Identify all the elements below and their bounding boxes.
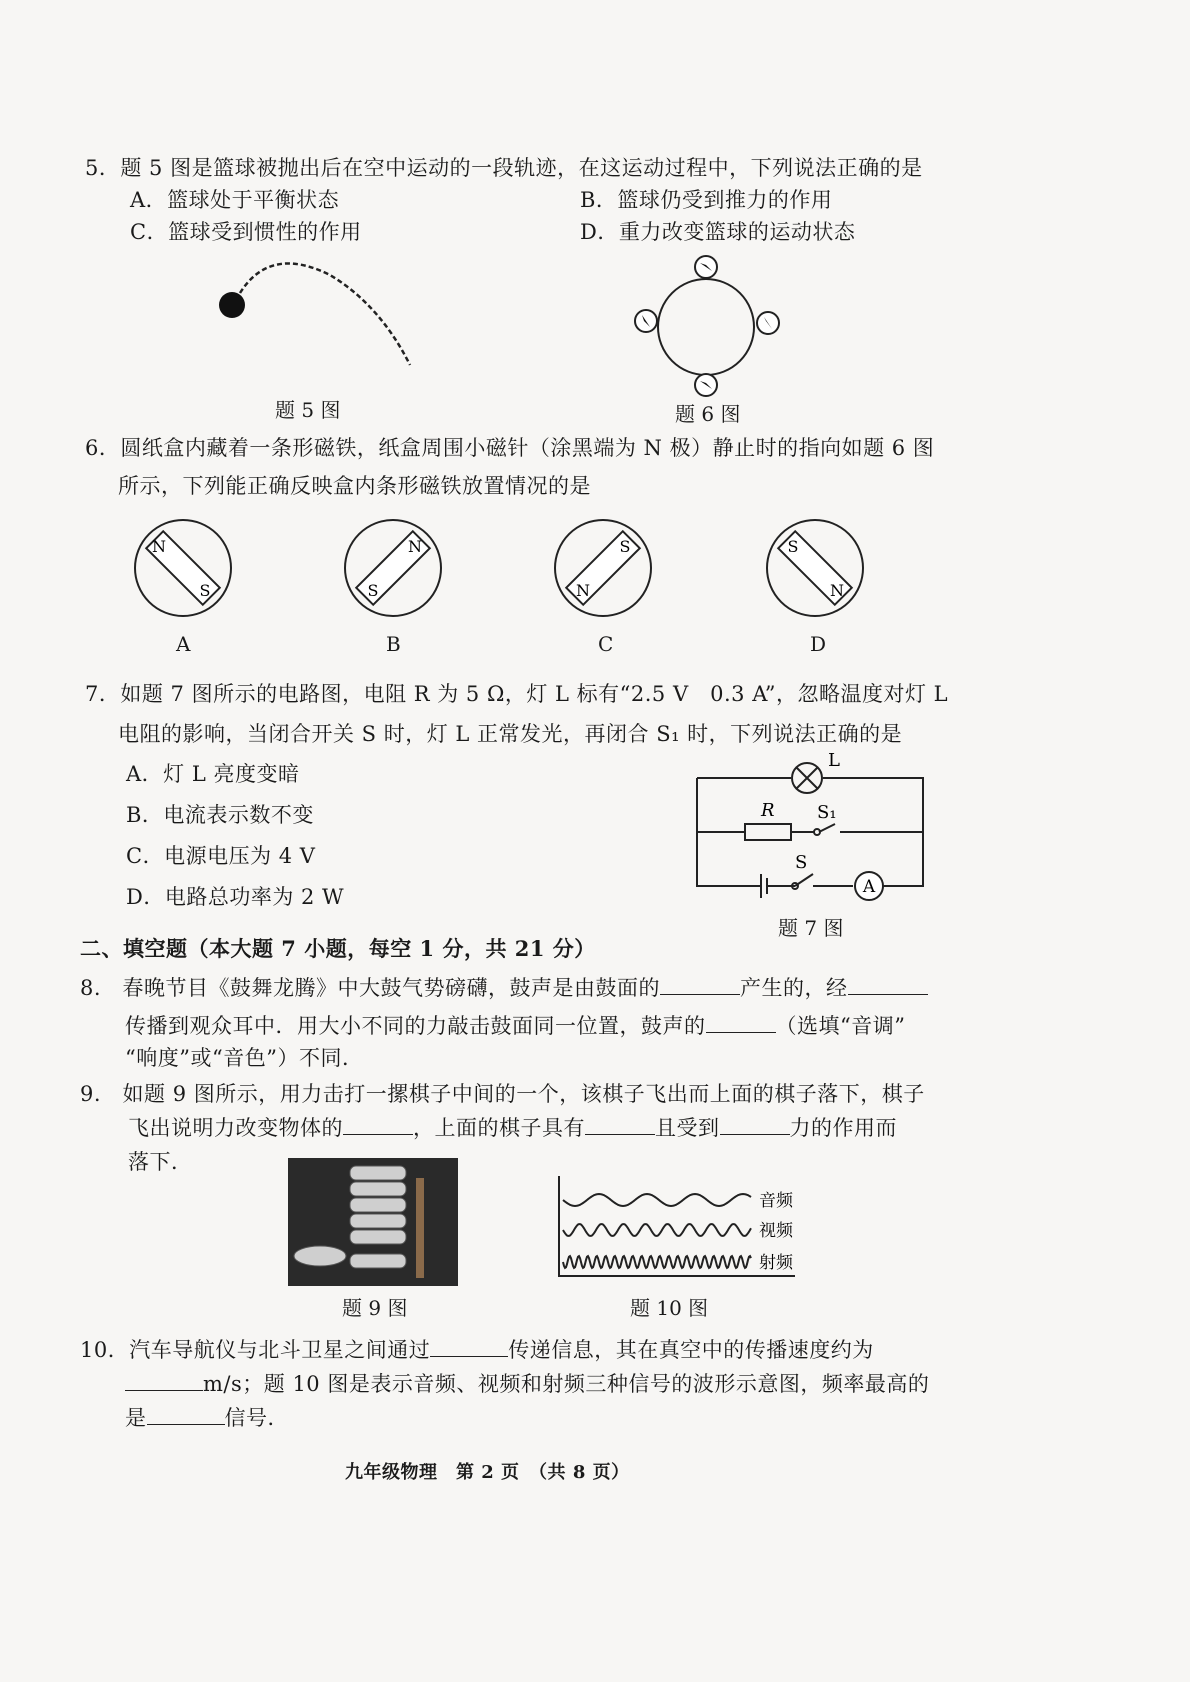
q8-line1	[80, 972, 928, 1002]
q5-option-a: A．篮球处于平衡状态	[130, 188, 340, 212]
magnet-choice-c[interactable]	[553, 518, 657, 622]
lamp-label: L	[828, 750, 840, 771]
q8-text: 8. 春晚节目《鼓舞龙腾》中大鼓气势磅礴，鼓声是由鼓面的	[80, 976, 661, 1000]
basketball-trajectory-figure	[210, 255, 430, 375]
answer-blank[interactable]	[585, 1116, 655, 1135]
q6-stem-line1: 6．圆纸盒内藏着一条形磁铁，纸盒周围小磁针（涂黑端为 N 极）静止时的指向如题 6 图	[85, 436, 935, 460]
answer-blank[interactable]	[125, 1372, 203, 1391]
fig7-caption: 题 7 图	[778, 916, 844, 940]
wave-label-radio: 射频	[759, 1253, 793, 1273]
q10-line1	[80, 1334, 874, 1364]
fig6-caption: 题 6 图	[675, 402, 741, 426]
magnet-choice-a[interactable]	[133, 518, 237, 622]
answer-blank[interactable]	[430, 1338, 508, 1357]
q9-line2	[128, 1112, 897, 1142]
q6-stem-line2: 所示，下列能正确反映盒内条形磁铁放置情况的是	[118, 474, 591, 498]
q5-option-c: C．篮球受到惯性的作用	[130, 220, 362, 244]
q10-line2	[125, 1368, 929, 1398]
q7-stem-line1: 7．如题 7 图所示的电路图，电阻 R 为 5 Ω，灯 L 标有“2.5 V 0.3 A”，忽略温度对灯 L	[85, 682, 949, 706]
basketball	[219, 292, 245, 318]
choice-label-d: D	[810, 632, 827, 656]
q7-option-c: C．电源电压为 4 V	[126, 844, 316, 868]
answer-blank[interactable]	[660, 976, 740, 995]
q10-text: m/s；题 10 图是表示音频、视频和射频三种信号的波形示意图，频率最高的	[203, 1372, 930, 1396]
video-wave	[563, 1224, 751, 1236]
q10-text: 10．汽车导航仪与北斗卫星之间通过	[80, 1338, 431, 1362]
q8-text: 产生的，经	[740, 976, 848, 1000]
q9-text: ，上面的棋子具有	[413, 1116, 585, 1140]
radio-wave	[563, 1256, 751, 1268]
q7-option-a: A．灯 L 亮度变暗	[126, 762, 300, 786]
section2-heading: 二、填空题（本大题 7 小题，每空 1 分，共 21 分）	[80, 936, 596, 961]
circuit-diagram	[695, 750, 935, 897]
answer-blank[interactable]	[720, 1116, 790, 1135]
fig5-caption: 题 5 图	[275, 398, 341, 422]
wave-label-video: 视频	[759, 1221, 793, 1241]
q5-stem: 5．题 5 图是篮球被抛出后在空中运动的一段轨迹，在这运动过程中，下列说法正确的是	[85, 156, 923, 180]
q10-text: 是	[125, 1406, 147, 1430]
q8-text: （选填“音调”	[775, 1014, 906, 1038]
q9-text: 力的作用而	[789, 1116, 897, 1140]
q9-text: 且受到	[655, 1116, 720, 1140]
answer-blank[interactable]	[848, 976, 928, 995]
magnet-pole-n: N	[830, 581, 844, 600]
q8-text: 传播到观众耳中．用大小不同的力敲击鼓面同一位置，鼓声的	[125, 1014, 706, 1038]
q5-option-b: B．篮球仍受到推力的作用	[580, 188, 833, 212]
choice-label-b: B	[386, 632, 401, 656]
magnet-pole-s: S	[199, 581, 211, 600]
choice-label-c: C	[598, 632, 614, 656]
fig9-caption: 题 9 图	[342, 1296, 408, 1320]
chess-pieces-photo	[288, 1158, 458, 1286]
resistor-label: R	[761, 800, 775, 821]
waveform-figure	[555, 1176, 805, 1280]
q10-text: 信号．	[224, 1406, 289, 1430]
magnet-pole-s: S	[367, 581, 379, 600]
magnet-pole-s: S	[787, 537, 799, 556]
q9-text: 飞出说明力改变物体的	[128, 1116, 343, 1140]
answer-blank[interactable]	[343, 1116, 413, 1135]
trajectory-dashed-line	[240, 263, 410, 365]
answer-blank[interactable]	[706, 1014, 776, 1033]
q7-option-d: D．电路总功率为 2 W	[126, 885, 345, 909]
choice-label-a: A	[176, 632, 191, 656]
magnet-pole-n: N	[576, 581, 590, 600]
switch1-label: S₁	[817, 802, 837, 823]
magnet-pole-s: S	[619, 537, 631, 556]
q7-stem-line2: 电阻的影响，当闭合开关 S 时，灯 L 正常发光，再闭合 S₁ 时，下列说法正确的是	[118, 722, 903, 746]
audio-wave	[563, 1194, 751, 1206]
q10-text: 传递信息，其在真空中的传播速度约为	[508, 1338, 874, 1362]
compass-box-figure	[630, 255, 790, 400]
compass-needle-icon	[757, 312, 779, 334]
q9-line1: 9. 如题 9 图所示，用力击打一摞棋子中间的一个，该棋子飞出而上面的棋子落下，棋子	[80, 1082, 925, 1106]
magnet-pole-n: N	[408, 537, 422, 556]
q7-option-b: B．电流表示数不变	[126, 803, 314, 827]
switch-label: S	[795, 852, 808, 873]
magnet-pole-n: N	[152, 537, 166, 556]
wave-label-audio: 音频	[759, 1191, 793, 1211]
q5-option-d: D．重力改变篮球的运动状态	[580, 220, 856, 244]
magnet-choice-d[interactable]	[765, 518, 869, 622]
fig10-caption: 题 10 图	[630, 1296, 709, 1320]
magnet-choice-b[interactable]	[343, 518, 447, 622]
answer-blank[interactable]	[147, 1406, 225, 1425]
q10-line3	[125, 1402, 289, 1432]
compass-needle-icon	[695, 256, 717, 278]
q9-line3: 落下．	[128, 1150, 193, 1174]
page-footer: 九年级物理 第 2 页 （共 8 页）	[345, 1462, 630, 1483]
q8-line2	[125, 1010, 905, 1040]
compass-needle-icon	[695, 374, 717, 396]
ammeter-label: A	[862, 877, 876, 897]
q8-line3: “响度”或“音色”）不同．	[125, 1046, 364, 1070]
compass-needle-icon	[635, 310, 657, 332]
